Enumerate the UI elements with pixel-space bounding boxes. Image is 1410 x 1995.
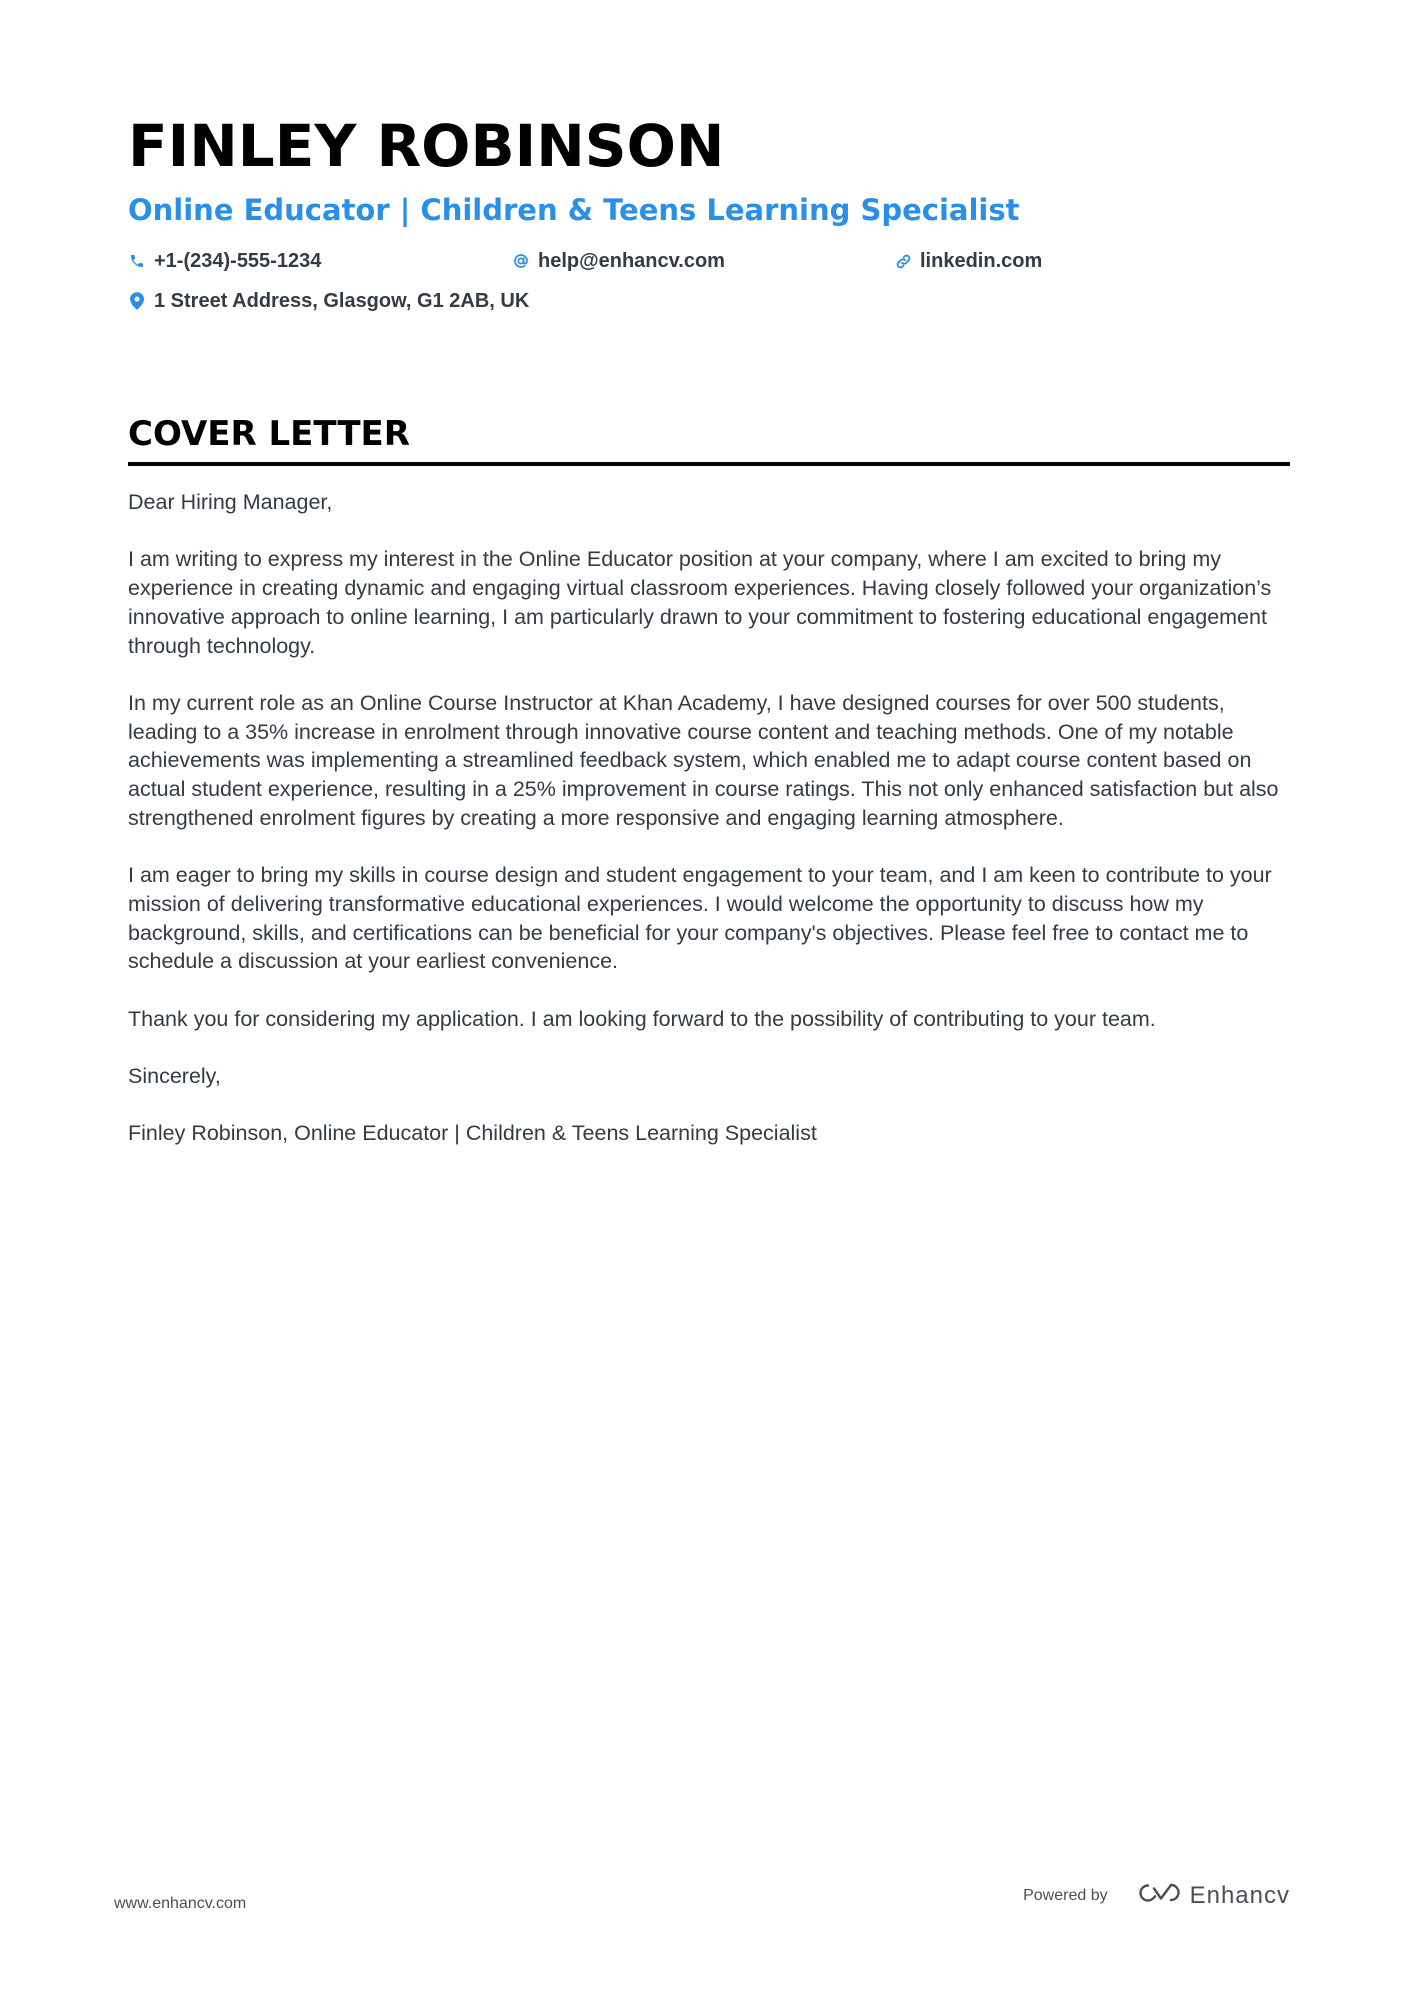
at-icon	[512, 252, 530, 270]
letter-body	[128, 488, 1290, 1148]
letter-paragraph: I am writing to express my interest in the Online Educator position at your company, where I am excited to bring my experience in creating dynamic and engaging virtual classroom experiences. Having closely followed your organization’s innovative approach to online learning, I am particularly drawn to your commitment to fostering educational engagement through technology.	[128, 547, 1272, 658]
letter-paragraph: I am eager to bring my skills in course design and student engagement to your team, and I am keen to contribute to your mission of delivering transformative educational experiences. I would welcome the opportunity to discuss how my background, skills, and certifications can be beneficial for your company's objectives. Please feel free to contact me to schedule a discussion at your earliest convenience.	[128, 863, 1272, 974]
location-pin-icon	[128, 292, 146, 310]
contact-linkedin[interactable]	[894, 246, 1042, 276]
section-title: COVER LETTER	[128, 414, 410, 454]
email-text[interactable]: help@enhancv.com	[538, 249, 725, 272]
cover-letter-page	[128, 108, 1290, 1177]
brand-name: Enhancv	[1189, 1881, 1290, 1909]
linkedin-text[interactable]: linkedin.com	[920, 249, 1043, 272]
contact-info	[128, 246, 1290, 324]
footer-url[interactable]: www.enhancv.com	[114, 1895, 247, 1912]
contact-phone	[128, 246, 321, 276]
section-divider	[128, 462, 1290, 466]
phone-text: +1-(234)-555-1234	[154, 249, 322, 272]
letter-paragraph: Thank you for considering my application. I am looking forward to the possibility of contributing to your team.	[128, 1006, 1156, 1031]
footer-powered-by	[1023, 1880, 1290, 1911]
phone-icon	[128, 252, 146, 270]
letter-greeting: Dear Hiring Manager,	[128, 490, 333, 514]
link-icon	[894, 252, 912, 270]
contact-address	[128, 286, 529, 316]
enhancv-logo-icon	[1134, 1880, 1180, 1911]
letter-closing: Sincerely,	[128, 1063, 221, 1088]
address-text: 1 Street Address, Glasgow, G1 2AB, UK	[154, 289, 530, 312]
candidate-name: FINLEY ROBINSON	[128, 112, 725, 180]
powered-by-label: Powered by	[1023, 1886, 1108, 1904]
candidate-headline: Online Educator | Children & Teens Learning Specialist	[128, 193, 1020, 227]
letter-paragraph: In my current role as an Online Course Instructor at Khan Academy, I have designed courses for over 500 students, leading to a 35% increase in enrolment through innovative course content and teaching methods. One of my notable achievements was implementing a streamlined feedback system, which enabled me to adapt course content based on actual student experience, resulting in a 25% improvement in course ratings. This not only enhanced satisfaction but also strengthened enrolment figures by creating a more responsive and engaging learning atmosphere.	[128, 690, 1279, 830]
contact-email[interactable]	[512, 246, 725, 276]
letter-signature: Finley Robinson, Online Educator | Children & Teens Learning Specialist	[128, 1121, 817, 1146]
